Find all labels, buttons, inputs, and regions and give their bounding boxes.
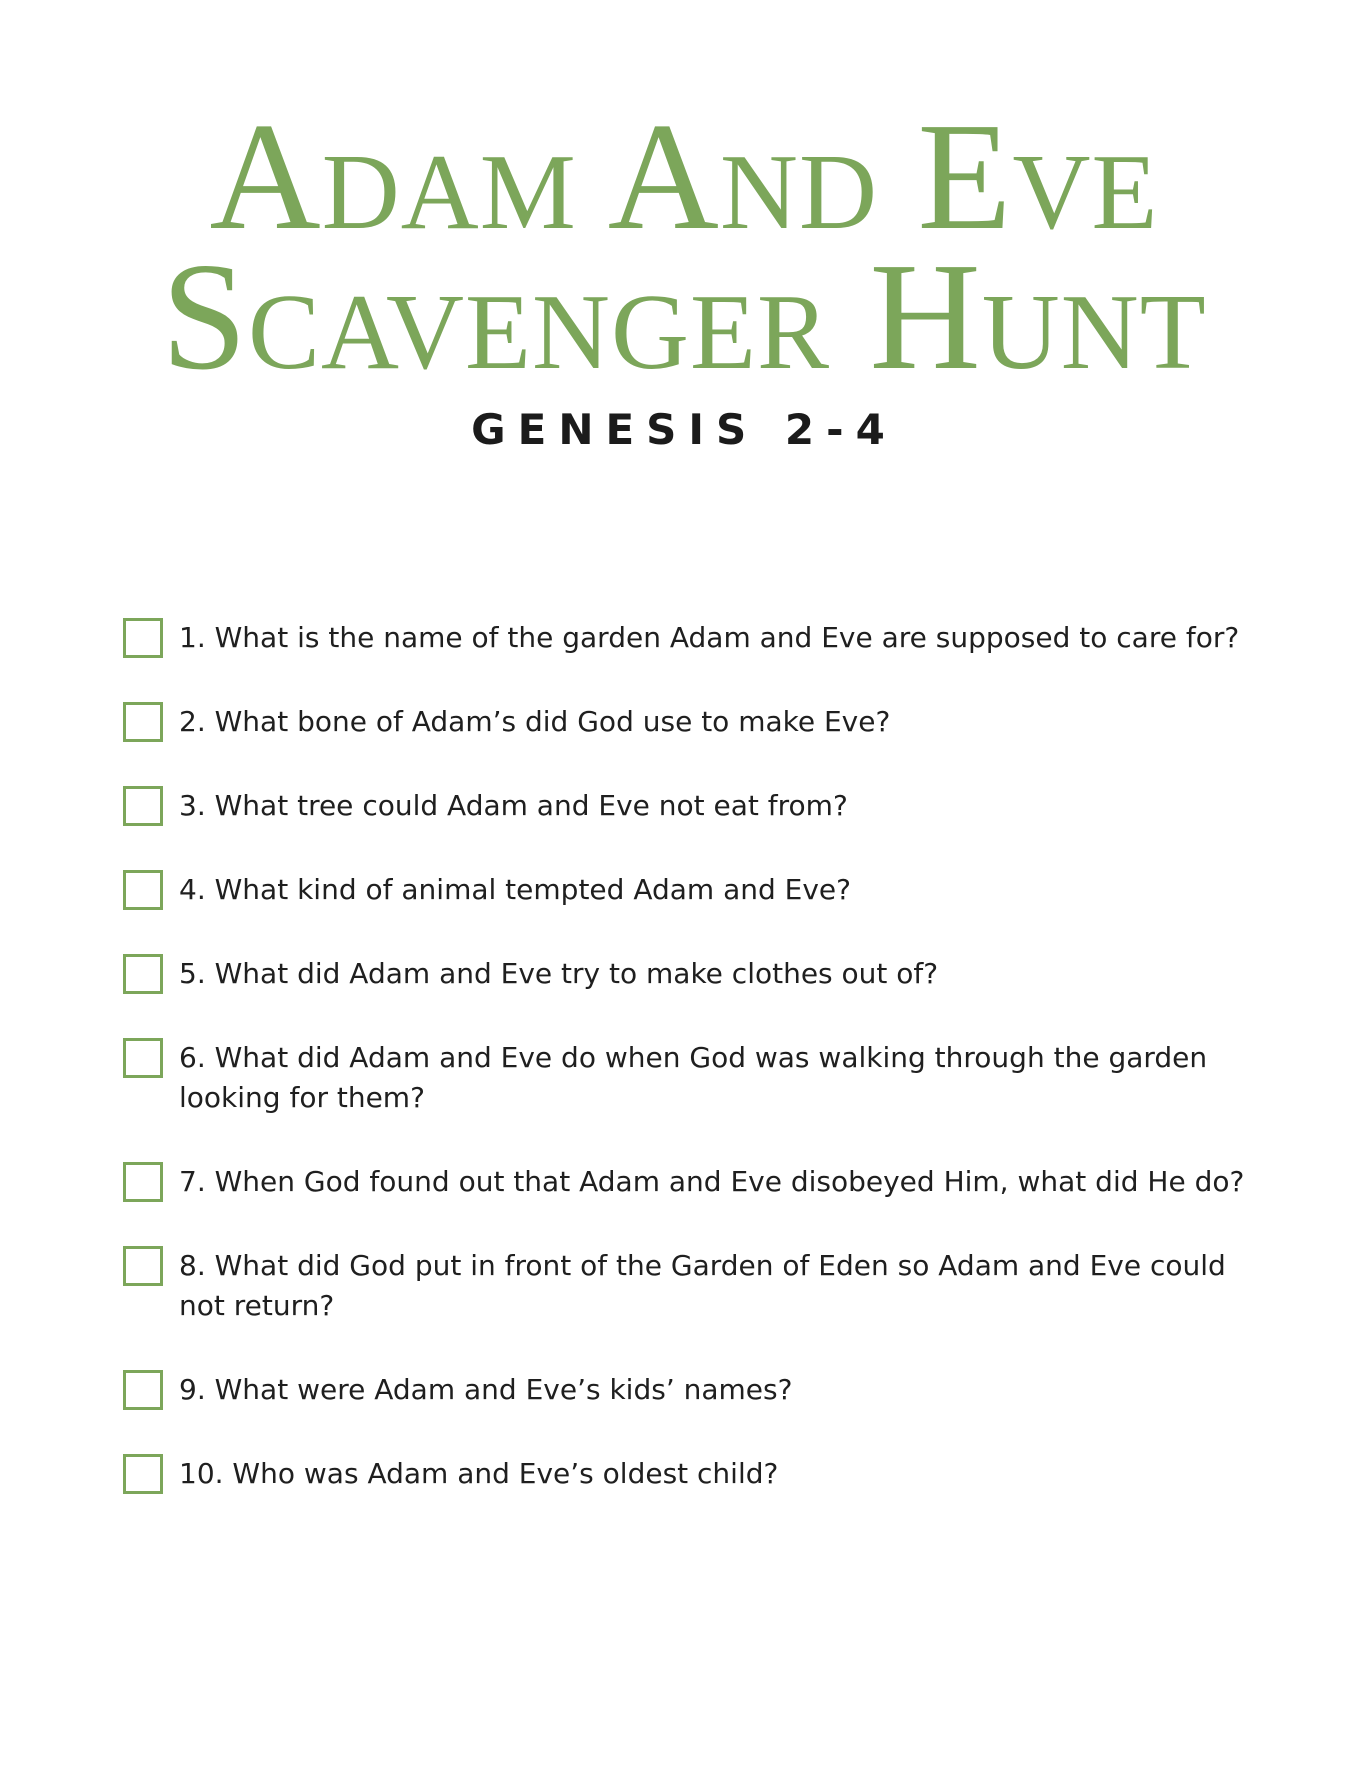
question-item-10 [123,1446,1253,1494]
question-text-8: 8. What did God put in front of the Garden of Eden so Adam and Eve could not return? [179,1249,1226,1322]
question-text-5: 5. What did Adam and Eve try to make clothes out of? [179,957,939,990]
question-checkbox-7[interactable] [123,1162,163,1202]
question-item-5 [123,946,1253,994]
question-item-4 [123,862,1253,910]
question-text-6: 6. What did Adam and Eve do when God was walking through the garden looking for them? [179,1041,1208,1114]
question-text-9: 9. What were Adam and Eve’s kids’ names? [179,1373,793,1406]
page-title-line-2: Scavenger Hunt [161,232,1207,402]
page-title-line-1: Adam And Eve [209,92,1159,262]
question-text-3: 3. What tree could Adam and Eve not eat from? [179,789,848,822]
question-item-1 [123,610,1253,658]
question-checkbox-10[interactable] [123,1454,163,1494]
question-checkbox-5[interactable] [123,954,163,994]
question-item-8 [123,1238,1253,1326]
question-list [123,610,1253,1530]
question-text-7: 7. When God found out that Adam and Eve disobeyed Him, what did He do? [179,1165,1245,1198]
question-checkbox-2[interactable] [123,702,163,742]
question-checkbox-9[interactable] [123,1370,163,1410]
page-subtitle: GENESIS 2-4 [471,405,897,454]
question-text-4: 4. What kind of animal tempted Adam and Eve? [179,873,852,906]
question-item-9 [123,1362,1253,1410]
question-text-10: 10. Who was Adam and Eve’s oldest child? [179,1457,779,1490]
question-text-1: 1. What is the name of the garden Adam and Eve are supposed to care for? [179,621,1240,654]
question-item-3 [123,778,1253,826]
question-item-2 [123,694,1253,742]
question-checkbox-8[interactable] [123,1246,163,1286]
question-checkbox-6[interactable] [123,1038,163,1078]
question-item-7 [123,1154,1253,1202]
question-text-2: 2. What bone of Adam’s did God use to make Eve? [179,705,891,738]
question-checkbox-1[interactable] [123,618,163,658]
question-checkbox-3[interactable] [123,786,163,826]
title-block [0,92,1368,402]
question-item-6 [123,1030,1253,1118]
question-checkbox-4[interactable] [123,870,163,910]
